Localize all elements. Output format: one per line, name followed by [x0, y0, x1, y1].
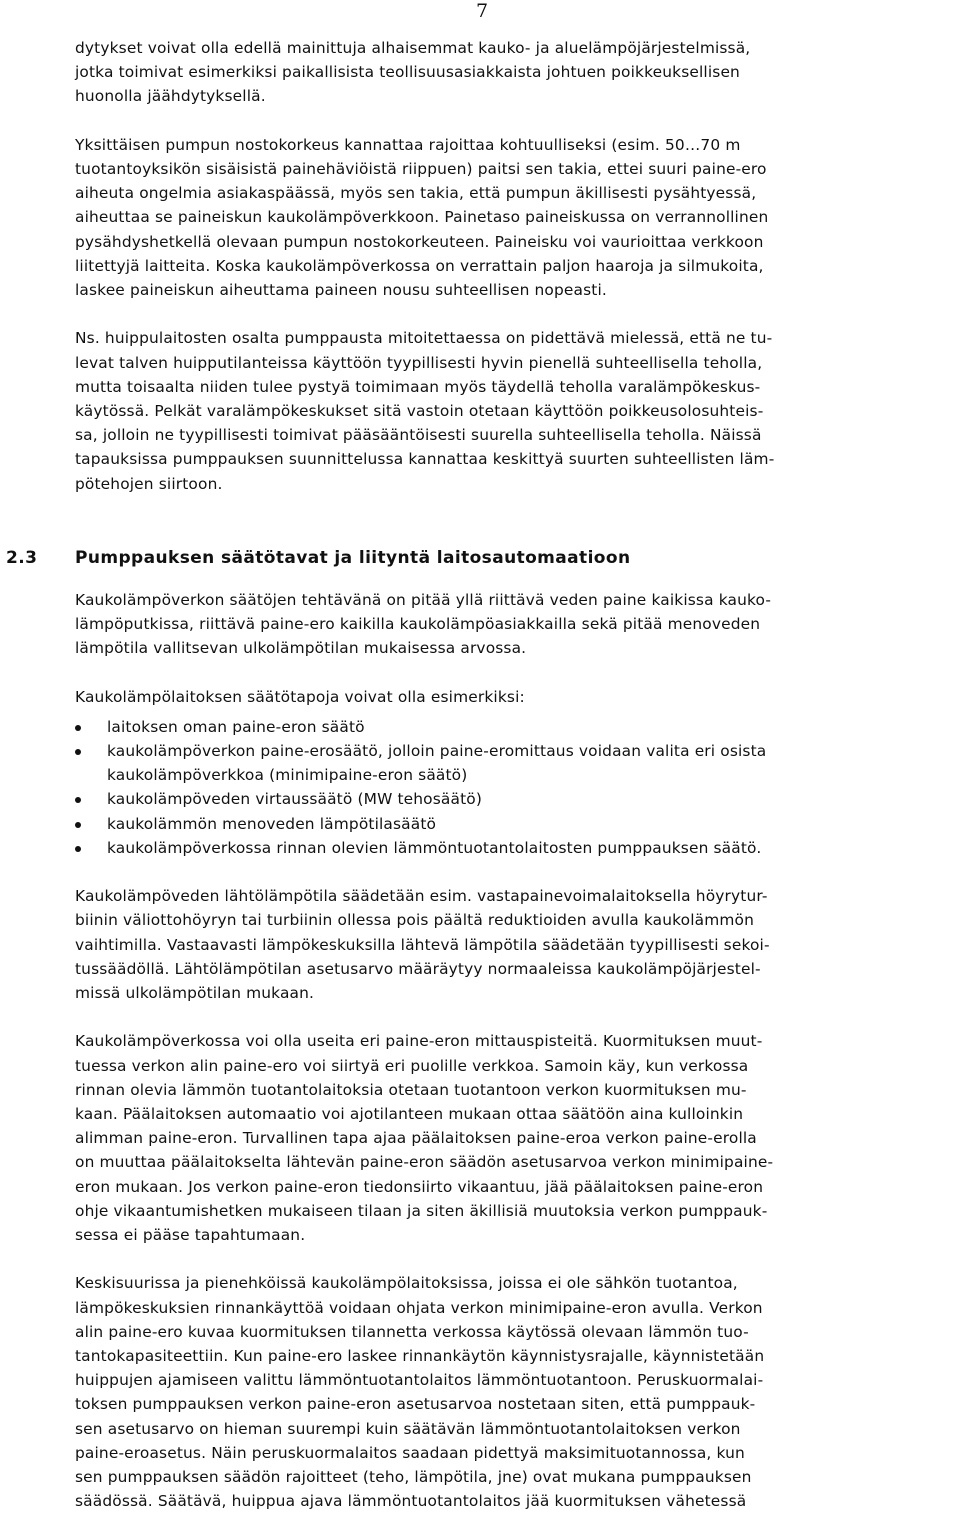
text-line: levat talven huipputilanteissa käyttöön tyypillisesti hyvin pienellä suhteellisella teholla,	[75, 353, 763, 372]
section-title: Pumppauksen säätötavat ja liityntä laitosautomaatioon	[75, 547, 631, 568]
text-line: Kaukolämpöveden lähtölämpötila säädetään esim. vastapainevoimalaitoksella höyrytur-	[75, 887, 768, 906]
text-line: laskee paineiskun aiheuttama paineen nousu suhteellisen nopeasti.	[75, 281, 607, 300]
paragraph-peak-plants	[75, 326, 955, 495]
paragraph-control-purpose	[75, 588, 955, 661]
text-line: vaihtimilla. Vastaavasti lämpökeskuksilla lähtevä lämpötila säädetään tyypillisesti sekoi-	[75, 935, 770, 954]
section-number: 2.3	[6, 547, 38, 568]
text-line: kaukolämpöverkkoa (minimipaine-eron säätö)	[107, 766, 468, 785]
text-line: huippujen ajamiseen valittu lämmöntuotantolaitos lämmöntuotantoon. Peruskuormalai-	[75, 1371, 764, 1390]
paragraph-measurement-points	[75, 1029, 955, 1247]
text-line: aiheuttaa se paineiskun kaukolämpöverkkoon. Painetaso paineiskussa on verrannollinen	[75, 208, 769, 227]
text-line: ohje vikaantumishetken mukaiseen tilaan ja siten äkillisiä muutoksia verkon pumppauk-	[75, 1201, 768, 1220]
list-item	[75, 812, 955, 836]
paragraph-pump-head	[75, 133, 955, 302]
page-number: 7	[476, 0, 489, 22]
text-line: tuessa verkon alin paine-ero voi siirtyä eri puolille verkkoa. Samoin käy, kun verkossa	[75, 1056, 749, 1075]
text-line: lämpöputkissa, riittävä paine-ero kaikilla kaukolämpöasiakkailla sekä pitää menoveden	[75, 615, 761, 634]
text-line: Kaukolämpöverkon säätöjen tehtävänä on pitää yllä riittävä veden paine kaikissa kauko-	[75, 590, 772, 609]
text-line: sessa ei pääse tapahtumaan.	[75, 1226, 306, 1245]
text-line: mutta toisaalta niiden tulee pystyä toimimaan myös täydellä teholla varalämpökeskus-	[75, 377, 761, 396]
text-line: kaukolämpöverkon paine-erosäätö, jolloin paine-eromittaus voidaan valita eri osista	[107, 742, 767, 761]
bullet-icon	[75, 725, 81, 731]
text-line: eron mukaan. Jos verkon paine-eron tiedonsiirto vikaantuu, jää päälaitoksen paine-eron	[75, 1177, 764, 1196]
text-line: dytykset voivat olla edellä mainittuja alhaisemmat kauko- ja aluelämpöjärjestelmissä,	[75, 39, 751, 57]
text-line: Keskisuurissa ja pienehköissä kaukolämpölaitoksissa, joissa ei ole sähkön tuotantoa,	[75, 1274, 738, 1293]
text-line: tapauksissa pumppauksen suunnittelussa kannattaa keskittyä suurten suhteellisten läm-	[75, 450, 775, 469]
text-line: Kaukolämpölaitoksen säätötapoja voivat olla esimerkiksi:	[75, 687, 525, 706]
list-item	[75, 739, 955, 787]
text-line: kaukolämpöveden virtaussäätö (MW tehosäätö)	[107, 790, 482, 809]
paragraph-supply-temperature	[75, 884, 955, 1005]
text-line: tussäädöllä. Lähtölämpötilan asetusarvo määräytyy normaaleissa kaukolämpöjärjestel-	[75, 959, 761, 978]
text-line: rinnan olevia lämmön tuotantolaitoksia otetaan tuotantoon verkon kuormituksen mu-	[75, 1080, 747, 1099]
text-line: säädössä. Säätävä, huippua ajava lämmöntuotantolaitos jää kuormituksen vähetessä	[75, 1492, 747, 1511]
text-line: pötehojen siirtoon.	[75, 474, 223, 493]
list-item	[75, 715, 955, 739]
list-item	[75, 787, 955, 811]
bullet-icon	[75, 749, 81, 755]
text-line: Ns. huippulaitosten osalta pumppausta mitoitettaessa on pidettävä mielessä, että ne tu-	[75, 329, 773, 348]
text-line: sen pumppauksen säädön rajoitteet (teho, lämpötila, jne) ovat mukana pumppauksen	[75, 1468, 752, 1487]
text-line: paine-eroasetus. Näin peruskuormalaitos saadaan pidettyä maksimituotannossa, kun	[75, 1443, 745, 1462]
text-line: kaukolämmön menoveden lämpötilasäätö	[107, 814, 437, 833]
text-line: lämpötila vallitsevan ulkolämpötilan mukaisessa arvossa.	[75, 639, 527, 658]
paragraph-control-methods-intro	[75, 685, 955, 709]
text-line: huonolla jäähdytyksellä.	[75, 87, 266, 106]
document-body	[6, 36, 955, 1538]
bullet-icon	[75, 797, 81, 803]
text-line: alin paine-ero kuvaa kuormituksen tilannetta verkossa käytössä olevaan lämmön tuo-	[75, 1322, 749, 1341]
text-line: alimman paine-eron. Turvallinen tapa ajaa päälaitoksen paine-eroa verkon paine-erolla	[75, 1129, 757, 1148]
paragraph-small-plants	[75, 1271, 955, 1513]
text-line: jotka toimivat esimerkiksi paikallisista teollisuusasiakkaista johtuen poikkeuksellisen	[75, 63, 740, 82]
text-line: aiheuta ongelmia asiakaspäässä, myös sen takia, että pumpun äkillisesti pysähtyessä,	[75, 184, 757, 203]
text-line: Kaukolämpöverkossa voi olla useita eri paine-eron mittauspisteitä. Kuormituksen muut-	[75, 1032, 763, 1051]
list-item	[75, 836, 955, 860]
text-line: on muuttaa päälaitokselta lähtevän paine-eron säädön asetusarvoa verkon minimipaine-	[75, 1153, 774, 1172]
bullet-icon	[75, 846, 81, 852]
text-line: tuotantoyksikön sisäisistä painehäviöistä riippuen) paitsi sen takia, ettei suuri paine-ero	[75, 160, 767, 178]
text-line: sen asetusarvo on hieman suurempi kuin säätävän lämmöntuotantolaitoksen verkon	[75, 1419, 741, 1438]
text-line: pysähdyshetkellä olevaan pumpun nostokorkeuteen. Paineisku voi vaurioittaa verkkoon	[75, 232, 764, 251]
text-line: lämpökeskuksien rinnankäyttöä voidaan ohjata verkon minimipaine-eron avulla. Verkon	[75, 1298, 763, 1317]
paragraph-intro	[75, 36, 955, 109]
section-heading	[6, 545, 955, 571]
text-line: tantokapasiteettiin. Kun paine-ero laskee rinnankäytön käynnistysrajalle, käynnistetään	[75, 1347, 765, 1366]
text-line: toksen pumppauksen verkon paine-eron asetusarvoa nostetaan siten, että pumppauk-	[75, 1395, 756, 1414]
text-line: laitoksen oman paine-eron säätö	[107, 717, 365, 736]
text-line: Yksittäisen pumpun nostokorkeus kannattaa rajoittaa kohtuulliseksi (esim. 50…70 m	[75, 135, 741, 154]
text-line: biinin väliottohöyryn tai turbiinin ollessa pois päältä reduktioiden avulla kaukolämmön	[75, 911, 755, 930]
text-line: sa, jolloin ne tyypillisesti toimivat pääsääntöisesti suurella suhteellisella teholla. Näissä	[75, 426, 762, 445]
text-line: liitettyjä laitteita. Koska kaukolämpöverkossa on verrattain paljon haaroja ja silmukoita,	[75, 256, 764, 275]
text-line: kaan. Päälaitoksen automaatio voi ajotilanteen mukaan ottaa säätöön aina kulloinkin	[75, 1105, 744, 1124]
text-line: missä ulkolämpötilan mukaan.	[75, 984, 315, 1003]
bullet-icon	[75, 822, 81, 828]
text-line: kaukolämpöverkossa rinnan olevien lämmöntuotantolaitosten pumppauksen säätö.	[107, 838, 762, 857]
control-methods-list	[75, 715, 955, 860]
text-line: käytössä. Pelkät varalämpökeskukset sitä vastoin otetaan käyttöön poikkeusolosuhteis-	[75, 402, 764, 421]
